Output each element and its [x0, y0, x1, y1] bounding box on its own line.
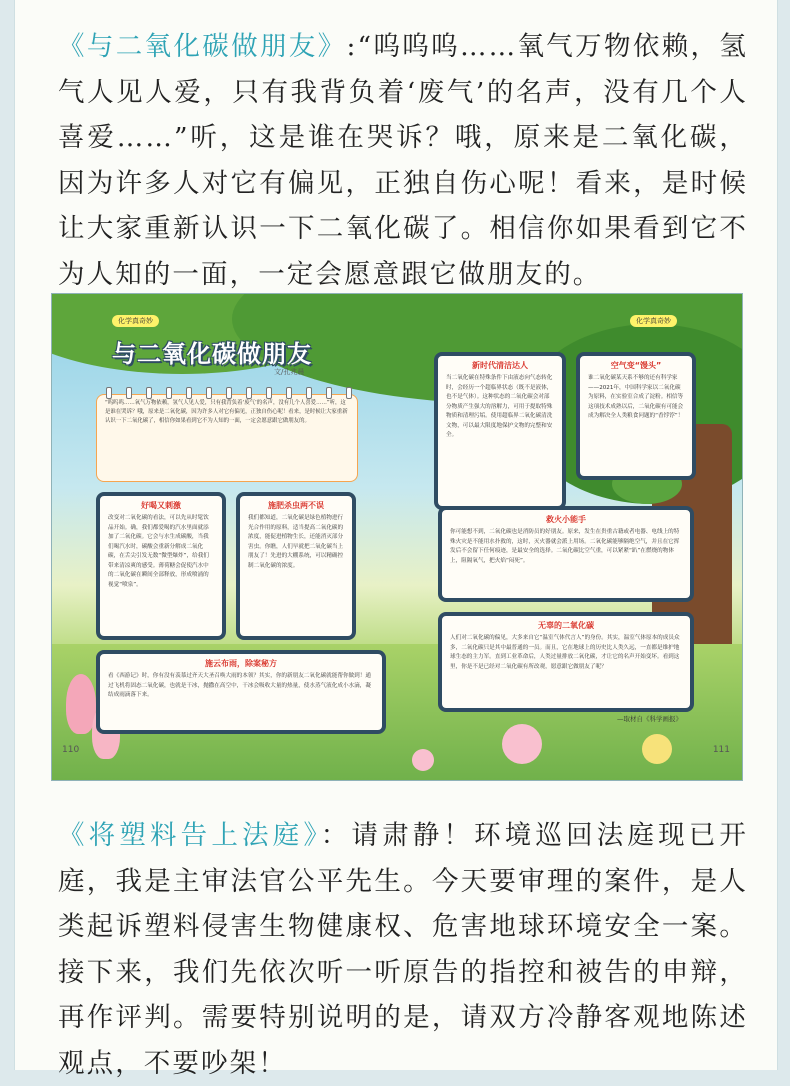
spread-intro-box: [96, 394, 358, 482]
column-tag-right: 化学真奇妙: [630, 315, 677, 327]
column-tag-left: 化学真奇妙: [112, 315, 159, 327]
info-box-innocent: [438, 612, 694, 712]
page-number-left: 110: [62, 745, 80, 755]
book-title-2: 《将塑料告上法庭》: [58, 820, 321, 851]
info-box-title: 空气变“馒头”: [610, 361, 662, 370]
info-box-drink: [96, 492, 226, 640]
info-box-text: 人们对二氧化碳的偏见，大多来自它“温室气体代言人”的身份。其实，温室气体原本的成员众多，二氧化碳只是其中最普通的一员。而且，它在地球上的历史比人类久远，一直都是维护地球生态的主力军。直到工业革命后，人类过量排放二氧化碳，才让它的名声开始变坏。看到这里，你是不是已经对二氧化碳有所改观，愿意跟它做朋友了呢？: [450, 635, 680, 670]
magazine-spread-image: [51, 293, 743, 781]
outro-paragraph: [58, 813, 748, 1086]
info-box-text: 你可能想不到，二氧化碳也是消防员的好朋友。原来，发生在贵重古籍或者电器、电线上的特殊火灾是不能用水扑救的，这时，灭火器就会派上用场。二氧化碳能够隔绝空气，并且在它挥发后不会留下任何痕迹，是最安全的选择。二氧化碳比空气重，可以紧紧“趴”在燃烧的物体上，阻隔氧气，把火焰“闷死”。: [450, 529, 680, 564]
spread-intro-text: “呜呜呜……氧气万物依赖，氢气人见人爱，只有我背负着‘废气’的名声，没有几个人喜爱……”听，这是谁在哭诉？哦，原来是二氧化碳，因为许多人对它有偏见，正独自伤心呢！看来，是时候让大家重新认识一下二氧化碳了，相信你如果看到它不为人知的一面，一定会愿意跟它做朋友的。: [105, 400, 348, 424]
info-box-cleaner: [434, 352, 566, 510]
info-box-text: 看《西游记》时，你有没有羡慕过齐天大圣召唤大雨的本领？其实，你的新朋友二氧化碳就能帮你做到！通过飞机将固态二氧化碳，也就是干冰，抛撒在高空中，干冰会吸收大量的热量，使水蒸气液化成小水滴，凝结成雨滴落下来。: [108, 673, 371, 698]
source-caption: —取材自《科学画报》: [617, 715, 682, 723]
yellow-flower: [642, 734, 672, 764]
pink-flower: [412, 749, 434, 771]
info-box-title: 好喝又刺激: [141, 501, 181, 510]
info-box-title: 无辜的二氧化碳: [538, 621, 594, 630]
info-box-fertilizer: [236, 492, 356, 640]
info-box-text: 我们都知道，二氧化碳是绿色植物进行光合作用的原料，适当提高二氧化碳的浓度，能促进植物生长，还能消灭部分害虫。你瞧，人们早就把二氧化碳当上朋友了！先进的大棚系统，可以精确控制二氧化碳的浓度。: [248, 515, 344, 569]
page-number-right: 111: [712, 745, 730, 755]
spread-author: 文/孔兆晨: [274, 368, 305, 376]
outro-text: ：请肃静！环境巡回法庭现已开庭，我是主审法官公平先生。今天要审理的案件，是人类起诉塑料侵害生物健康权、危害地球环境安全一案。接下来，我们先依次听一听原告的指控和被告的申辩，再作评判。需要特别说明的是，请双方冷静客观地陈述观点，不要吵架！: [58, 820, 748, 1079]
info-box-title: 施云布雨，除案秘方: [205, 659, 277, 668]
info-box-text: 当二氧化碳在特殊条件下由液态向气态转化时，会经历一个超临界状态（既不是液体，也不是气体）。这种状态的二氧化碳会对部分物质产生强大的溶解力，可用于提取特殊物质和清理污垢。使用超临界二氧化碳清洗文物，可以最大限度地保护文物的完整和安全。: [446, 375, 553, 438]
intro-text: :“呜呜呜……氧气万物依赖，氢气人见人爱，只有我背负着‘废气’的名声，没有几个人喜爱……”听，这是谁在哭诉？哦，原来是二氧化碳，因为许多人对它有偏见，正独自伤心呢！看来，是时候让大家重新认识一下二氧化碳了。相信你如果看到它不为人知的一面，一定会愿意跟它做朋友的。: [58, 31, 748, 290]
info-box-text: 改变对二氧化碳的看法，可以先从时髦饮品开始。确，我们都爱喝的汽水里面就添加了二氧化碳。它会与水生成碳酸，当我们喝汽水时，碳酸会重新分解成二氧化碳，在舌尖引发无数“微型爆炸”，给我们带来清凉爽的感受。薄荷糖会促使汽水中的二氧化碳在瞬间全部释放，形成喷涌的视觉“喷泉”。: [108, 515, 209, 588]
info-box-title: 新时代清洁达人: [472, 361, 528, 370]
info-box-text: 谁二氧化碳某天系不够的还有科学家——2021年，中国科学家以二氧化碳为原料，在实验室合成了淀粉。相信等这项技术成熟以后，二氧化碳有可能会成为解决全人类粮食问题的“香饽饽”！: [588, 375, 684, 419]
info-box-title: 施肥杀虫两不误: [268, 501, 324, 510]
info-box-firefighter: [438, 506, 694, 602]
notebook-rings: [99, 387, 359, 395]
intro-paragraph: [58, 24, 748, 297]
book-title-1: 《与二氧化碳做朋友》: [58, 31, 347, 62]
info-box-title: 救火小能手: [546, 515, 586, 524]
spread-title: 与二氧化碳做朋友: [112, 340, 312, 368]
info-box-starch: [576, 352, 696, 480]
info-box-rain: [96, 650, 386, 734]
pink-flower: [502, 724, 542, 764]
